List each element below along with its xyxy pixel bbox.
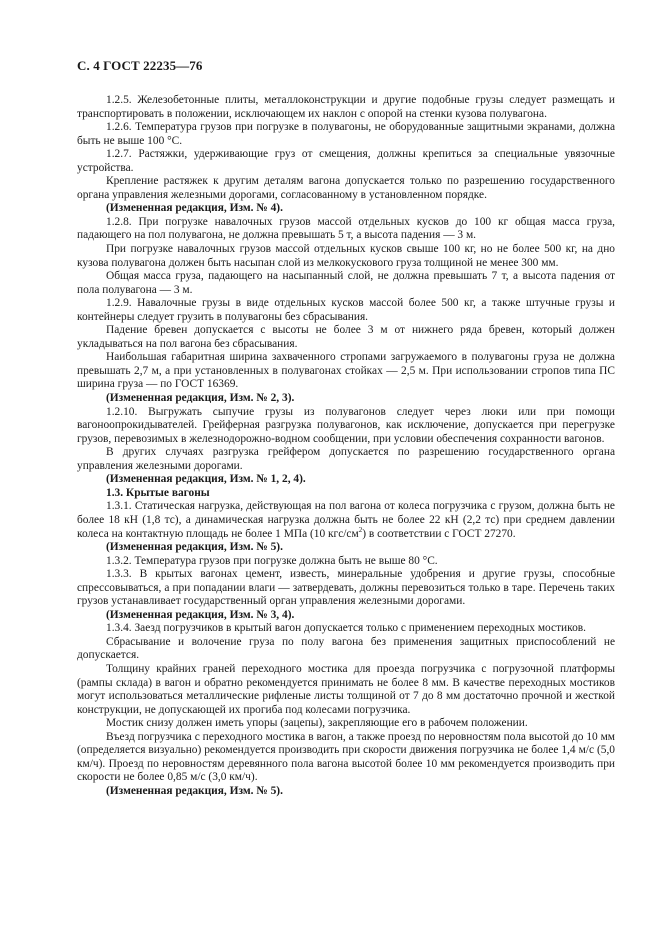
paragraph: При погрузке навалочных грузов массой отдельных кусков свыше 100 кг, но не более 500 кг, на дно кузова полувагона должен быть насыпан слой из мелкокускового груза толщиной не менее 300 мм. <box>77 243 615 269</box>
paragraph: Въезд погрузчика с переходного мостика в вагон, а также проезд по неровностям пола высотой до 10 мм (определяется визуально) рекомендуется производить при скорости движения погрузчика не более 1,4 м/с (5,0 км/ч). Проезд по неровностям деревянного пола вагона высотой более 10 мм рекомендуется производить при скорости не более 0,85 м/с (3,0 км/ч). <box>77 730 615 784</box>
paragraph: 1.2.9. Навалочные грузы в виде отдельных кусков массой более 500 кг, а также штучные грузы и контейнеры следует грузить в полувагоны без сбрасывания. <box>77 297 615 323</box>
section-heading: 1.3. Крытые вагоны <box>106 486 210 499</box>
paragraph: 1.3.3. В крытых вагонах цемент, известь, минеральные удобрения и другие грузы, способные спрессовываться, а при попадании влаги — затвердевать, должны перевозиться только в таре. Перечень таких грузов устанавливает государственный орган управления железными дорогами. <box>77 568 615 608</box>
paragraph: Крепление растяжек к другим деталям вагона допускается только по разрешению государственного органа управления железными дорогами, согласованному в установленном порядке. <box>77 175 615 201</box>
amendment-note: (Измененная редакция, Изм. № 2, 3). <box>106 392 295 405</box>
page-header: С. 4 ГОСТ 22235—76 <box>77 58 203 73</box>
paragraph: Мостик снизу должен иметь упоры (зацепы), закрепляющие его в рабочем положении. <box>106 717 528 730</box>
paragraph: 1.2.5. Железобетонные плиты, металлоконструкции и другие подобные грузы следует размещать и транспортировать в положении, исключающем их наклон с опорой на стенки кузова полувагона. <box>77 94 615 120</box>
paragraph: Общая масса груза, падающего на насыпанный слой, не должна превышать 7 т, а высота падения от пола полувагона — 3 м. <box>77 270 615 296</box>
amendment-note: (Измененная редакция, Изм. № 5). <box>106 541 283 554</box>
amendment-note: (Измененная редакция, Изм. № 5). <box>106 784 283 797</box>
document-body <box>77 94 615 798</box>
paragraph: Толщину крайних граней переходного мостика для проезда погрузчика с погрузочной платформы (рампы склада) в вагон и обратно рекомендуется принимать не более 8 мм. В качестве переходных мостиков могут использоваться металлические рифленые листы толщиной от 7 до 8 мм достаточно прочной и жесткой конструкции, не допускающей их прогиба под колесами погрузчика. <box>77 662 615 716</box>
paragraph: Падение бревен допускается с высоты не более 3 м от нижнего ряда бревен, который должен укладываться на пол вагона без сбрасывания. <box>77 324 615 350</box>
paragraph: В других случаях разгрузка грейфером допускается по разрешению государственного органа управления железными дорогами. <box>77 446 615 472</box>
paragraph: Наибольшая габаритная ширина захваченного стропами загружаемого в полувагоны груза не должна превышать 2,7 м, а при установленных в полувагонах стойках — 2,5 м. При использовании стропов типа ПС ширина груза — по ГОСТ 16369. <box>77 351 615 391</box>
amendment-note: (Измененная редакция, Изм. № 3, 4). <box>106 608 295 621</box>
paragraph: 1.2.10. Выгружать сыпучие грузы из полувагонов следует через люки или при помощи вагоноопрокидывателей. Грейферная разгрузка полувагонов, как исключение, допускается при перегрузке грузов, перевозимых в железнодорожно-водном сообщении, при условии обеспечения сохранности вагонов. <box>77 405 615 445</box>
amendment-note: (Измененная редакция, Изм. № 4). <box>106 202 283 215</box>
paragraph: Сбрасывание и волочение груза по полу вагона без применения защитных приспособлений не допускается. <box>77 635 615 662</box>
paragraph: 1.2.8. При погрузке навалочных грузов массой отдельных кусков до 100 кг общая масса груза, падающего на пол полувагона, не должна превышать 5 т, а высота падения — 3 м. <box>77 215 615 242</box>
paragraph: 1.3.2. Температура грузов при погрузке должна быть не выше 80 °С. <box>106 554 438 567</box>
paragraph: 1.3.1. Статическая нагрузка, действующая на пол вагона от колеса погрузчика с грузом, должна быть не более 18 кН (1,8 тс), а динамическая нагрузка должна быть не более 22 кН (2,2 тс) при среднем давлении колеса на контактную площадь не более 1 МПа (10 кгс/$см^2$) в соответствии с ГОСТ 27270. <box>77 500 615 540</box>
paragraph: 1.2.7. Растяжки, удерживающие груз от смещения, должны крепиться за специальные увязочные устройства. <box>77 148 615 174</box>
amendment-note: (Измененная редакция, Изм. № 1, 2, 4). <box>106 473 306 486</box>
paragraph: 1.2.6. Температура грузов при погрузке в полувагоны, не оборудованные защитными экранами, должна быть не выше 100 °С. <box>77 121 615 147</box>
paragraph: 1.3.4. Заезд погрузчиков в крытый вагон допускается только с применением переходных мостиков. <box>106 622 587 635</box>
